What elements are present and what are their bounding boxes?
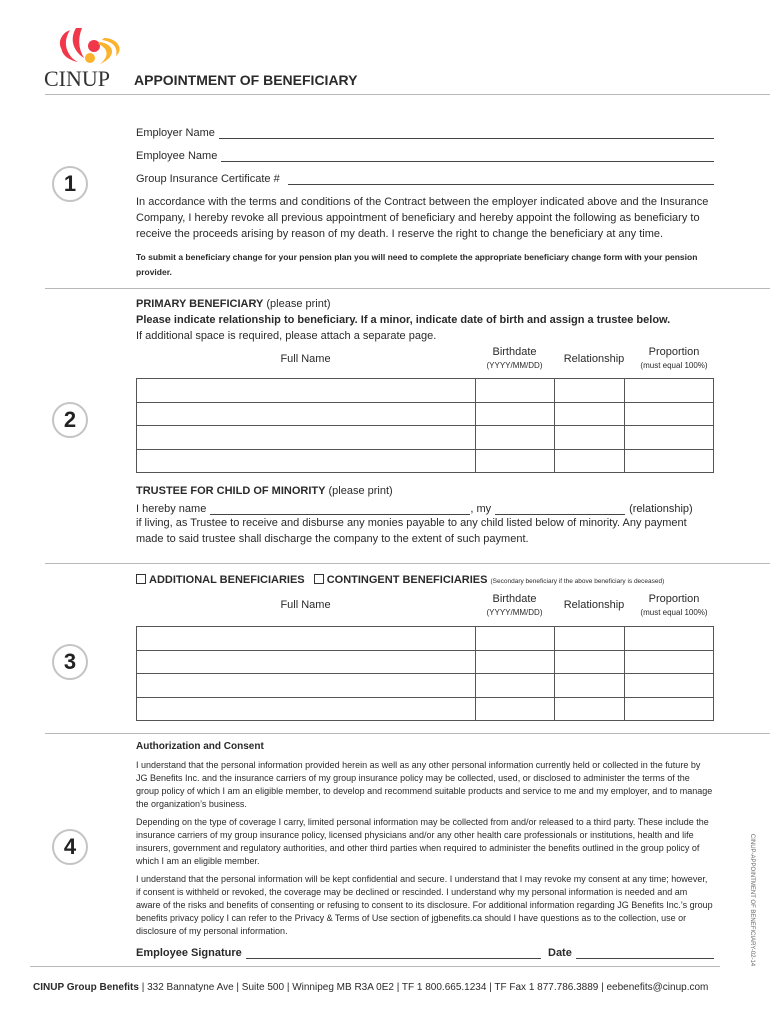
table-row	[137, 697, 714, 721]
divider	[45, 288, 770, 289]
certificate-field[interactable]	[136, 169, 714, 185]
consent-paragraph-2: Depending on the type of coverage I carry, limited personal information may be collected from and/or released to a third party. These include the insurance carriers of my group insurance policy, licensed physicians and/or any other health care professionals or institutions, health and life insurers, government and regulatory authorities, and other third parties when required to administer the benefits outlined in the group policy of which I am an eligible member.	[136, 817, 709, 866]
section-number-2: 2	[52, 402, 88, 438]
table-row	[137, 426, 714, 450]
consent-paragraph-1: I understand that the personal information provided herein as well as any other personal information currently held or collected in the future by JG Benefits Inc. and the insurance carriers of my group insurance policy may be collected, used, or disclosed to administer the terms of the group policy of which I am an eligible member, to develop and recommend suitable products and service to me and my employer, and to manage the organization’s business.	[136, 760, 713, 809]
primary-instruction: Please indicate relationship to beneficiary. If a minor, indicate date of birth and assign a trustee below.	[136, 314, 671, 326]
employee-signature-field[interactable]: Employee Signature	[136, 943, 541, 959]
logo-flame-icon	[44, 22, 124, 66]
consent-paragraph-3: I understand that the personal information will be kept confidential and secure. I understand that I may revoke my consent at any time; however, if consent is withheld or revoked, the coverage may be declined or rescinded. I understand why my personal information is needed and am aware of the risks and benefits of consenting or refusing to consent to its disclosure. For additional information regarding JG Benefits Inc.’s group benefits privacy policy I can refer to the Privacy & Terms of Use section of jgbenefits.ca should I have questions as to the collection, use or disclosure of my personal information.	[136, 874, 713, 936]
col-full-name: Full Name	[280, 353, 331, 365]
trustee-name-field[interactable]: I hereby name , my (relationship)	[136, 503, 693, 515]
employee-name-field[interactable]	[136, 146, 714, 162]
divider	[45, 563, 770, 564]
appointment-paragraph: In accordance with the terms and conditions of the Contract between the employer indicated above and the Insurance Company, I hereby revoke all previous appointment of beneficiary and hereby appoint the following as beneficiary to receive the proceeds arising by reason of my death. I reserve the right to change the beneficiary at any time.	[136, 196, 709, 240]
additional-beneficiaries-checkbox[interactable]: ADDITIONAL BENEFICIARIES	[136, 574, 305, 586]
additional-beneficiary-table	[136, 626, 714, 721]
employer-name-field[interactable]	[136, 123, 714, 139]
col-proportion: Proportion (must equal 100%)	[640, 346, 708, 370]
divider	[45, 94, 770, 95]
logo-text: CINUP	[44, 66, 111, 91]
contingent-beneficiaries-checkbox[interactable]: CONTINGENT BENEFICIARIES	[314, 574, 488, 586]
section-number-1: 1	[52, 166, 88, 202]
pension-note: To submit a beneficiary change for your pension plan you will need to complete the appropriate beneficiary change form with your pension provider.	[136, 252, 698, 277]
date-field[interactable]: Date	[548, 943, 714, 959]
col-relationship: Relationship	[563, 599, 625, 611]
col-proportion: Proportion (must equal 100%)	[640, 593, 708, 617]
trustee-heading: TRUSTEE FOR CHILD OF MINORITY (please print)	[136, 485, 393, 497]
logo	[44, 22, 124, 91]
table-row	[137, 674, 714, 698]
col-full-name: Full Name	[280, 599, 331, 611]
section-number-4: 4	[52, 829, 88, 865]
table-row	[137, 379, 714, 403]
table-row	[137, 627, 714, 651]
employee-name-label: Employee Name	[136, 150, 218, 162]
section-number-3: 3	[52, 644, 88, 680]
footer: CINUP Group Benefits | 332 Bannatyne Ave | Suite 500 | Winnipeg MB R3A 0E2 | TF 1 800.665.1234 | TF Fax 1 877.786.3889 | eebenefits@cinup.com	[33, 982, 709, 993]
table-row	[137, 449, 714, 473]
page-title: APPOINTMENT OF BENEFICIARY	[134, 72, 358, 88]
col-relationship: Relationship	[563, 353, 625, 365]
table-row	[137, 402, 714, 426]
form-code: CINUP-APPOINTMENT OF BENEFICIARY-02-14	[749, 833, 755, 967]
primary-beneficiary-heading: PRIMARY BENEFICIARY (please print)	[136, 298, 331, 310]
beneficiary-type-row: ADDITIONAL BENEFICIARIES CONTINGENT BENEFICIARIES (Secondary beneficiary if the above beneficiary is deceased)	[136, 574, 664, 586]
certificate-label: Group Insurance Certificate #	[136, 173, 280, 185]
authorization-heading: Authorization and Consent	[136, 741, 264, 752]
divider	[45, 733, 770, 734]
col-birthdate: Birthdate (YYYY/MM/DD)	[486, 593, 543, 617]
table-row	[137, 650, 714, 674]
col-birthdate: Birthdate (YYYY/MM/DD)	[486, 346, 543, 370]
additional-space-note: If additional space is required, please attach a separate page.	[136, 330, 437, 342]
employer-name-label: Employer Name	[136, 127, 215, 139]
trustee-text: if living, as Trustee to receive and disburse any monies payable to any child listed below of minority. Any payment made to said trustee shall discharge the company to the extent of such payment.	[136, 517, 687, 545]
divider	[30, 966, 720, 967]
primary-beneficiary-table	[136, 378, 714, 473]
